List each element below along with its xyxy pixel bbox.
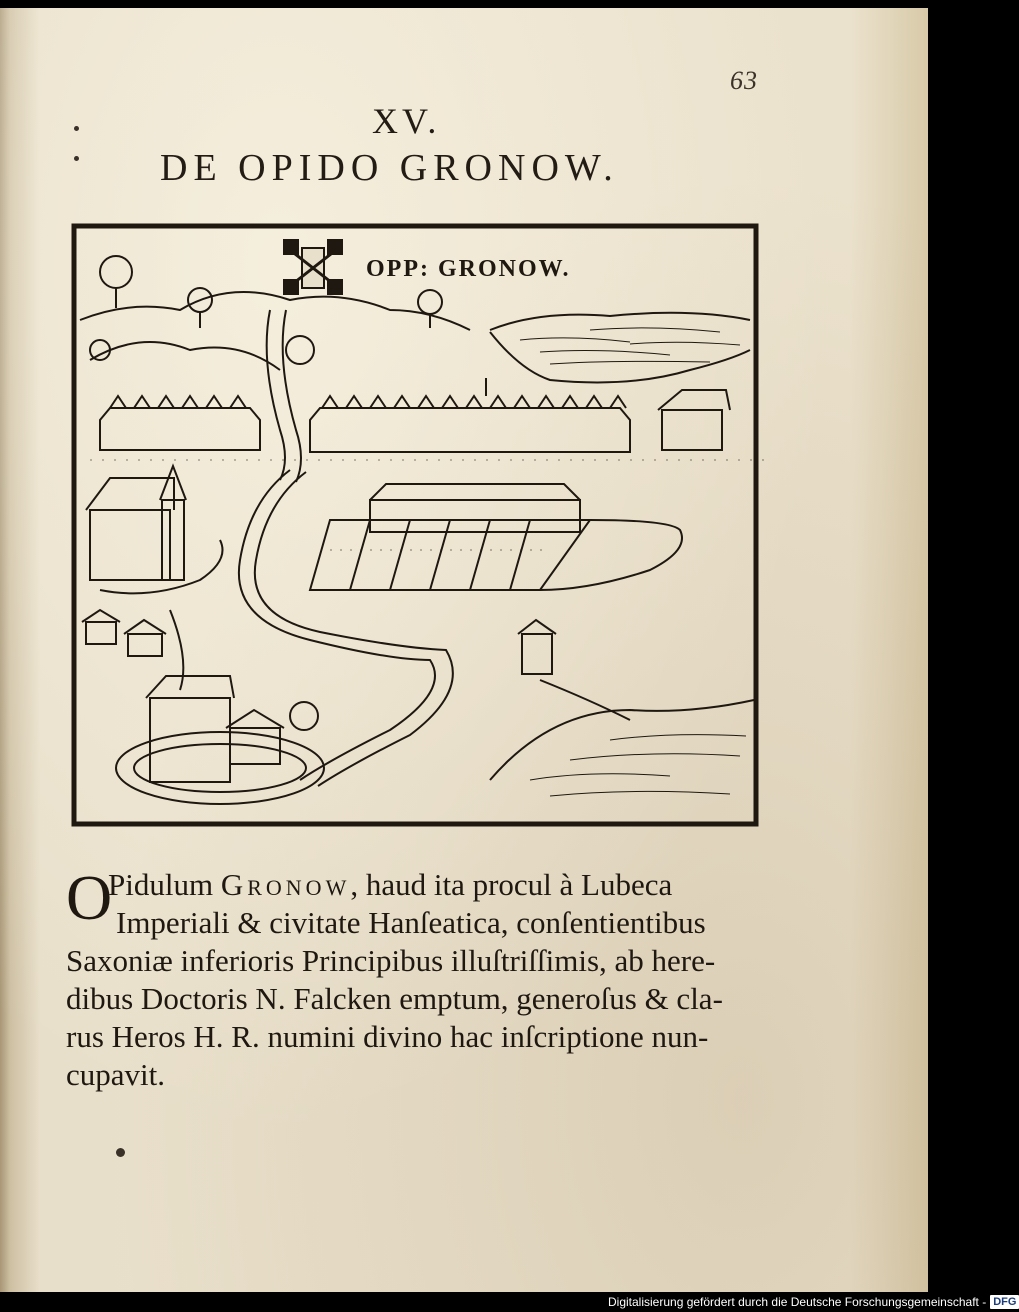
margin-mark (74, 156, 79, 161)
book-page (0, 8, 928, 1292)
woodcut-illustration (70, 220, 764, 828)
text-line (66, 866, 756, 904)
digitization-footer (608, 1294, 1019, 1310)
text-line: Saxoniæ inferioris Principibus illuſtriſſimis, ab here- (66, 943, 716, 978)
page-number: 63 (730, 66, 758, 95)
place-name: Gronow (220, 867, 351, 902)
text-line: cupavit. (66, 1057, 165, 1092)
body-paragraph (66, 862, 756, 1094)
footer-credit: Digitalisierung gefördert durch die Deutsche Forschungsgemeinschaft - (608, 1295, 987, 1309)
woodcut-caption: OPP: GRONOW. (366, 256, 571, 282)
text-line: Imperiali & civitate Hanſeatica, conſentientibus (116, 905, 706, 940)
text-segment: Pidulum (108, 867, 221, 902)
chapter-number: XV. (372, 101, 441, 141)
text-line: dibus Doctoris N. Falcken emptum, generoſus & cla- (66, 981, 723, 1016)
dfg-logo-icon: DFG (990, 1295, 1019, 1309)
text-line: rus Heros H. R. numini divino hac inſcriptione nun- (66, 1019, 709, 1054)
text-segment: , haud ita procul à Lubeca (350, 867, 673, 902)
chapter-title: DE OPIDO GRONOW. (160, 147, 619, 189)
drop-cap: O (66, 862, 113, 933)
margin-mark (116, 1148, 125, 1157)
margin-mark (74, 126, 79, 131)
